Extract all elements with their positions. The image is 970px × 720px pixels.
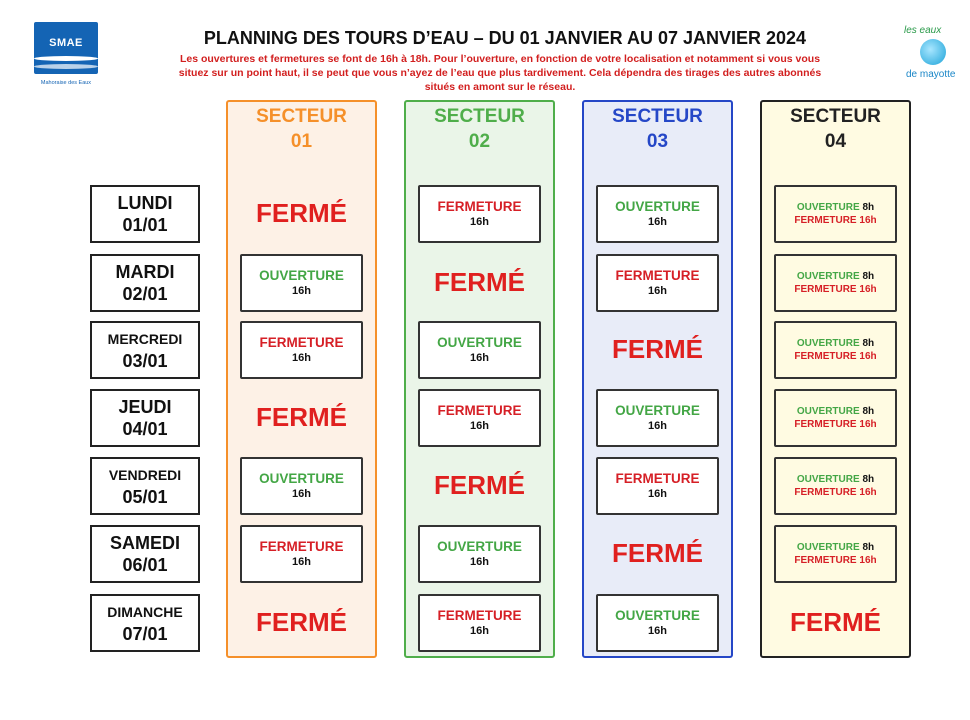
closing-keyword: FERMETURE: [794, 351, 857, 362]
time-label: 16h: [648, 488, 667, 500]
opening-line: [776, 270, 895, 283]
closed-label: FERMÉ: [256, 607, 347, 637]
time-label: 16h: [470, 556, 489, 568]
closing-time: 16h: [859, 351, 877, 362]
closing-cell: [418, 594, 541, 652]
opening-line: [776, 473, 895, 486]
day-label: [90, 594, 200, 652]
opening-time: 8h: [862, 202, 875, 213]
opening-keyword: OUVERTURE: [259, 268, 344, 283]
closing-cell: [596, 254, 719, 312]
smae-logo-box: [34, 22, 98, 74]
time-label: 16h: [648, 625, 667, 637]
opening-closing-cell: [774, 457, 897, 515]
closed-label: FERMÉ: [612, 538, 703, 568]
closing-line: [776, 214, 895, 227]
time-label: 16h: [648, 420, 667, 432]
day-name: JEUDI: [118, 397, 172, 417]
closing-time: 16h: [859, 419, 877, 430]
sector-01-header: [226, 104, 377, 154]
day-date: 04/01: [122, 419, 168, 439]
closing-keyword: FERMETURE: [615, 268, 700, 283]
closing-keyword: FERMETURE: [794, 487, 857, 498]
opening-closing-cell: [774, 254, 897, 312]
sector-label: SECTEUR: [790, 106, 881, 127]
opening-keyword: OUVERTURE: [615, 403, 700, 418]
closed-label: FERMÉ: [256, 402, 347, 432]
opening-line: [776, 201, 895, 214]
closing-keyword: FERMETURE: [437, 199, 522, 214]
opening-keyword: OUVERTURE: [259, 471, 344, 486]
time-label: 16h: [648, 216, 667, 228]
sector-number: 04: [824, 131, 847, 152]
notice-line-3: situés en amont sur le réseau.: [424, 81, 576, 93]
time-label: 16h: [470, 216, 489, 228]
day-label: [90, 185, 200, 243]
opening-time: 8h: [862, 406, 875, 417]
day-name: MERCREDI: [107, 331, 183, 347]
day-date: 05/01: [122, 487, 168, 507]
time-label: 16h: [470, 420, 489, 432]
opening-closing-cell: [774, 321, 897, 379]
opening-keyword: OUVERTURE: [796, 542, 860, 553]
closing-keyword: FERMETURE: [794, 215, 857, 226]
day-name: MARDI: [115, 262, 175, 282]
opening-cell: [596, 594, 719, 652]
time-label: 16h: [292, 285, 311, 297]
closing-line: [776, 418, 895, 431]
opening-time: 8h: [862, 271, 875, 282]
sector-number: 02: [468, 131, 491, 152]
closed-label: FERMÉ: [256, 198, 347, 228]
sector-label: SECTEUR: [434, 106, 525, 127]
opening-cell: [596, 185, 719, 243]
day-name: DIMANCHE: [107, 604, 183, 620]
closed-label: FERMÉ: [612, 334, 703, 364]
notice-line-2: situez sur un point haut, il se peut que vous n’ayez de l’eau que plus tardivement. Cela dépendra des tirages des autres abonnés: [178, 67, 822, 79]
opening-time: 8h: [862, 474, 875, 485]
sector-04-header: [760, 104, 911, 154]
closing-keyword: FERMETURE: [437, 403, 522, 418]
closing-keyword: FERMETURE: [615, 471, 700, 486]
time-label: 16h: [470, 625, 489, 637]
sector-label: SECTEUR: [256, 106, 347, 127]
opening-cell: [240, 254, 363, 312]
opening-line: [776, 405, 895, 418]
day-date: 07/01: [122, 624, 168, 644]
closing-time: 16h: [859, 555, 877, 566]
closing-line: [776, 350, 895, 363]
closing-keyword: FERMETURE: [794, 284, 857, 295]
day-date: 02/01: [122, 284, 168, 304]
closing-line: [776, 283, 895, 296]
closing-keyword: FERMETURE: [259, 335, 344, 350]
day-label: [90, 525, 200, 583]
opening-keyword: OUVERTURE: [437, 335, 522, 350]
notice-line-1: Les ouvertures et fermetures se font de 16h à 18h. Pour l’ouverture, en fonction de votre localisation et notamment si vous vous: [179, 53, 821, 65]
day-date: 03/01: [122, 351, 168, 371]
opening-keyword: OUVERTURE: [796, 202, 860, 213]
opening-cell: [418, 321, 541, 379]
opening-time: 8h: [862, 338, 875, 349]
notice-text: [110, 52, 890, 94]
day-label: [90, 321, 200, 379]
sector-02-header: [404, 104, 555, 154]
day-label: [90, 457, 200, 515]
time-label: 16h: [470, 352, 489, 364]
smae-logo: [32, 22, 100, 92]
closing-cell: [240, 321, 363, 379]
closing-keyword: FERMETURE: [259, 539, 344, 554]
sector-03-header: [582, 104, 733, 154]
sector-label: SECTEUR: [612, 106, 703, 127]
opening-cell: [240, 457, 363, 515]
smae-logo-subtitle: Mahoraise des Eaux: [40, 80, 92, 86]
closing-keyword: FERMETURE: [794, 555, 857, 566]
smae-logo-text: SMAE: [49, 37, 83, 49]
opening-keyword: OUVERTURE: [615, 608, 700, 623]
closing-time: 16h: [859, 487, 877, 498]
closing-cell: [418, 389, 541, 447]
wave-icon: [34, 64, 98, 69]
opening-keyword: OUVERTURE: [615, 199, 700, 214]
opening-time: 8h: [862, 542, 875, 553]
day-name: VENDREDI: [108, 467, 182, 483]
opening-closing-cell: [774, 185, 897, 243]
closing-keyword: FERMETURE: [437, 608, 522, 623]
closing-keyword: FERMETURE: [794, 419, 857, 430]
day-label: [90, 389, 200, 447]
wave-icon: [34, 56, 98, 61]
sector-number: 03: [646, 131, 669, 152]
opening-line: [776, 337, 895, 350]
eaux-logo-bottom: de mayotte: [906, 69, 956, 80]
page-title: PLANNING DES TOURS D’EAU – DU 01 JANVIER AU 07 JANVIER 2024: [203, 28, 807, 48]
closing-cell: [418, 185, 541, 243]
day-date: 01/01: [122, 215, 168, 235]
closing-time: 16h: [859, 215, 877, 226]
closing-line: [776, 486, 895, 499]
opening-keyword: OUVERTURE: [796, 406, 860, 417]
day-date: 06/01: [122, 555, 168, 575]
opening-cell: [596, 389, 719, 447]
water-drop-icon: [920, 39, 946, 65]
opening-keyword: OUVERTURE: [437, 539, 522, 554]
sector-03-column: [582, 100, 733, 658]
closing-line: [776, 554, 895, 567]
opening-closing-cell: [774, 525, 897, 583]
eaux-mayotte-logo: [898, 25, 970, 87]
time-label: 16h: [292, 352, 311, 364]
opening-keyword: OUVERTURE: [796, 474, 860, 485]
time-label: 16h: [292, 488, 311, 500]
closing-cell: [240, 525, 363, 583]
opening-keyword: OUVERTURE: [796, 338, 860, 349]
opening-line: [776, 541, 895, 554]
time-label: 16h: [648, 285, 667, 297]
closed-label: FERMÉ: [434, 470, 525, 500]
eaux-logo-top: les eaux: [904, 25, 942, 36]
time-label: 16h: [292, 556, 311, 568]
opening-cell: [418, 525, 541, 583]
closing-time: 16h: [859, 284, 877, 295]
opening-keyword: OUVERTURE: [796, 271, 860, 282]
day-name: SAMEDI: [109, 533, 180, 553]
closing-cell: [596, 457, 719, 515]
closed-label: FERMÉ: [790, 607, 881, 637]
opening-closing-cell: [774, 389, 897, 447]
closed-label: FERMÉ: [434, 267, 525, 297]
day-label: [90, 254, 200, 312]
sector-number: 01: [290, 131, 313, 152]
day-name: LUNDI: [117, 193, 173, 213]
